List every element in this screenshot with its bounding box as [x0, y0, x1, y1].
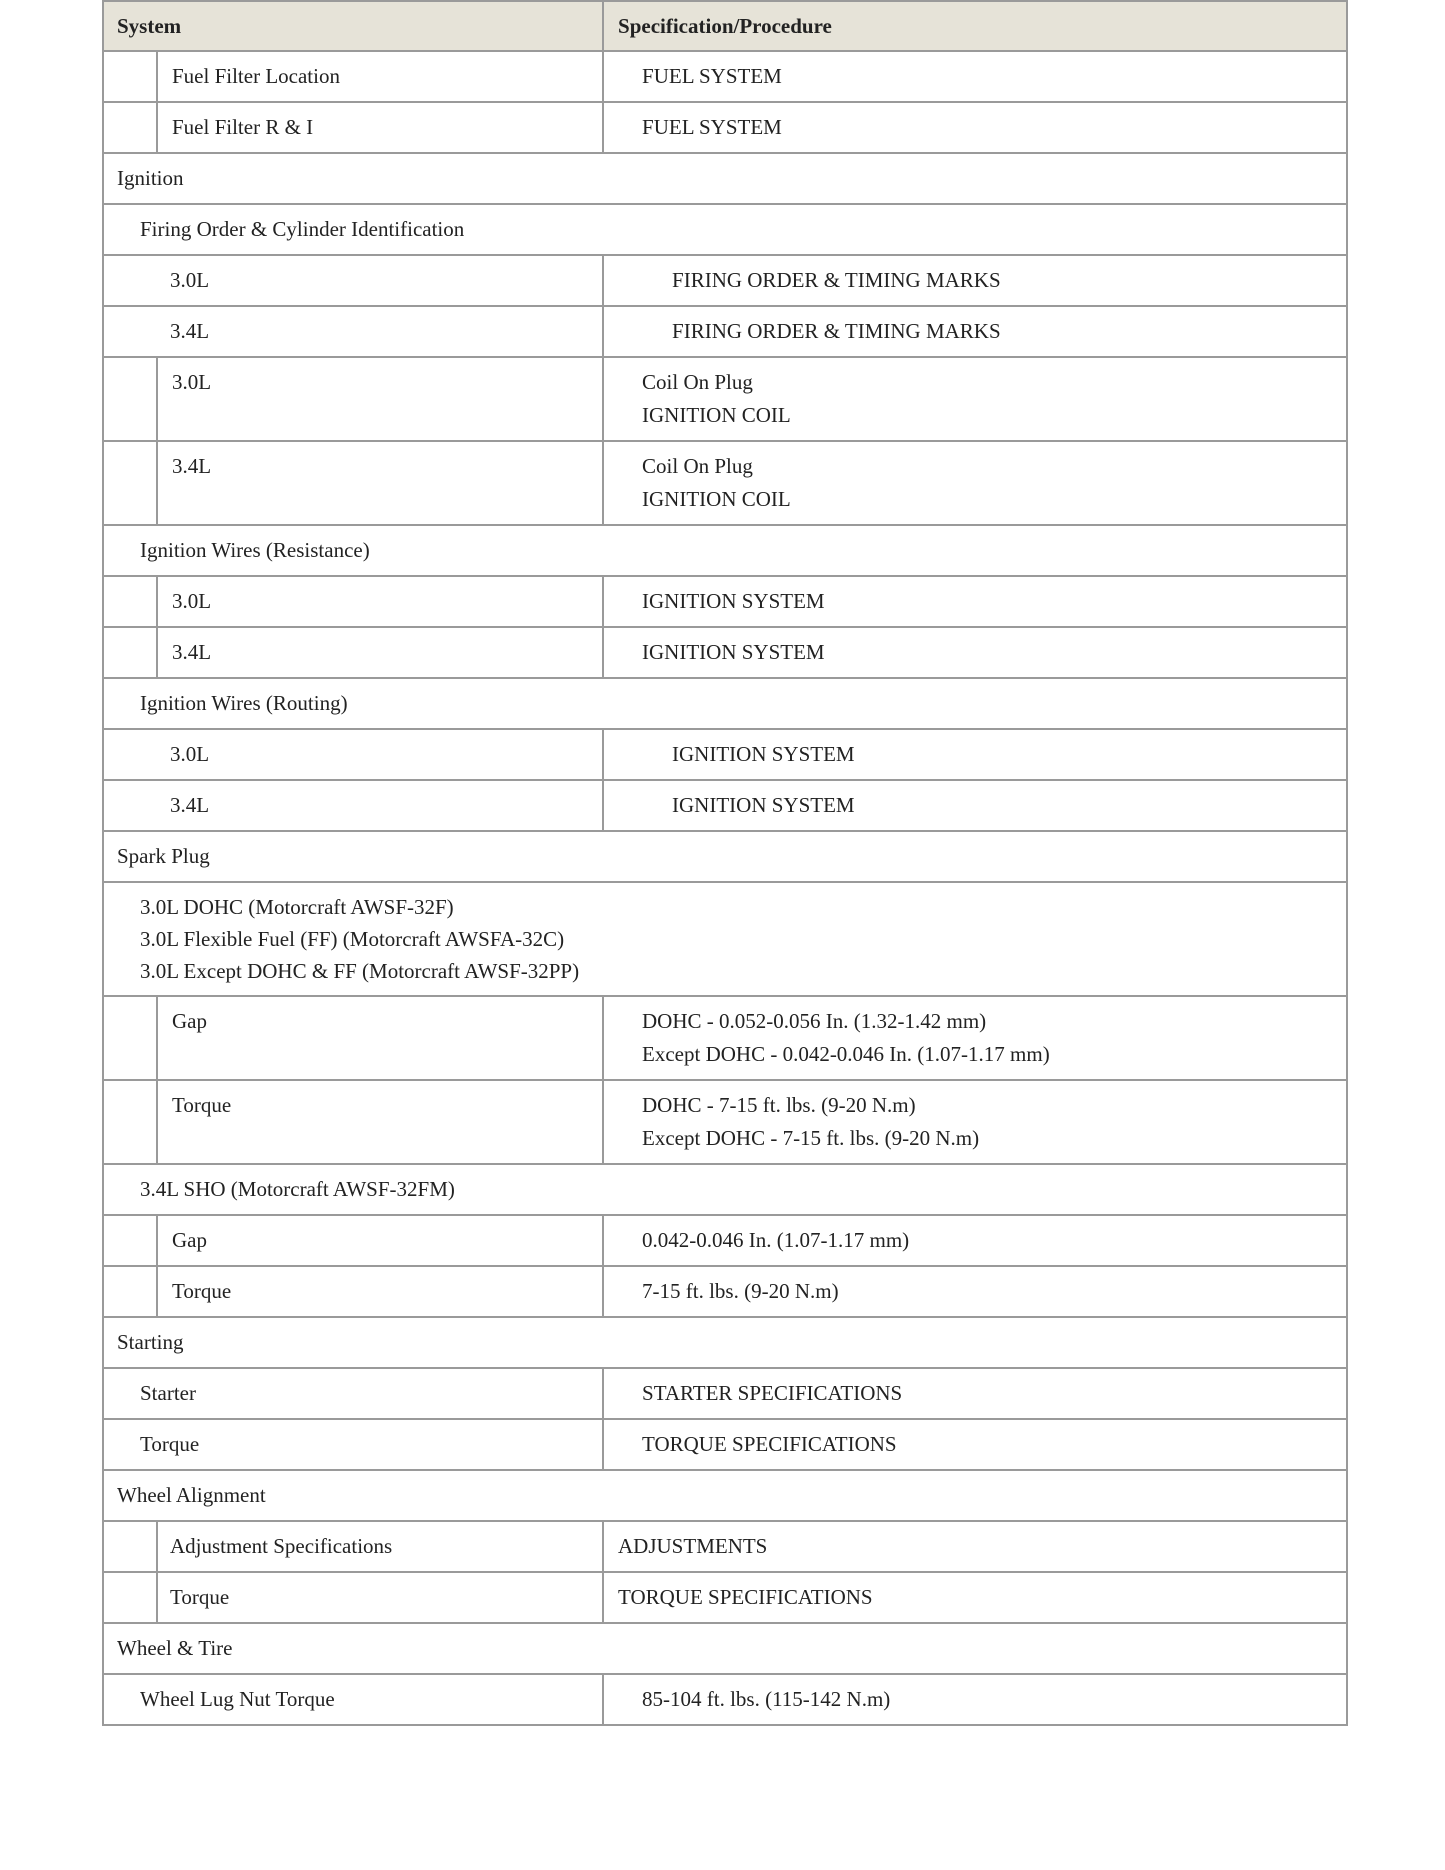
table-row — [103, 441, 1347, 525]
spec-value-text: IGNITION SYSTEM — [672, 793, 855, 817]
system-label-text: Starter — [140, 1381, 196, 1405]
spec-value-text: STARTER SPECIFICATIONS — [642, 1381, 903, 1405]
spec-value-text: IGNITION SYSTEM — [642, 589, 825, 613]
system-label-text: Torque — [172, 1093, 232, 1117]
system-label-text: Firing Order & Cylinder Identification — [140, 217, 465, 241]
system-label-cell — [157, 357, 603, 441]
system-label-cell — [157, 51, 603, 102]
system-label-text: Wheel & Tire — [117, 1636, 233, 1660]
system-label-cell — [103, 1368, 603, 1419]
spec-value-cell — [603, 1215, 1347, 1266]
system-label-cell — [103, 729, 603, 780]
column-header-specification: Specification/Procedure — [603, 1, 1347, 51]
indent-spacer-cell — [103, 102, 157, 153]
spec-value-cell — [603, 1266, 1347, 1317]
table-header-row — [103, 1, 1347, 51]
spec-value-text: Except DOHC - 7-15 ft. lbs. (9-20 N.m) — [642, 1126, 980, 1150]
system-label-text: 3.4L — [170, 319, 210, 343]
table-row — [103, 1266, 1347, 1317]
table-row — [103, 51, 1347, 102]
indent-spacer-cell — [103, 1266, 157, 1317]
system-label-cell — [157, 627, 603, 678]
system-label-cell — [157, 576, 603, 627]
system-label-text: Fuel Filter Location — [172, 64, 340, 88]
table-row — [103, 525, 1347, 576]
spec-value-text: FIRING ORDER & TIMING MARKS — [672, 268, 1001, 292]
spec-value-cell — [603, 627, 1347, 678]
column-header-system: System — [103, 1, 603, 51]
spec-value-cell — [603, 102, 1347, 153]
spec-value-text: Except DOHC - 0.042-0.046 In. (1.07-1.17 mm) — [642, 1042, 1050, 1066]
indent-spacer-cell — [103, 441, 157, 525]
spec-value-cell — [603, 729, 1347, 780]
system-label-text: Wheel Lug Nut Torque — [140, 1687, 335, 1711]
spec-value-text: TORQUE SPECIFICATIONS — [642, 1432, 897, 1456]
spec-value-text: Coil On Plug — [642, 454, 753, 478]
indent-spacer-cell — [103, 1080, 157, 1164]
section-heading-cell — [103, 1470, 1347, 1521]
table-row — [103, 1215, 1347, 1266]
spec-value-cell — [603, 996, 1347, 1080]
table-row — [103, 102, 1347, 153]
spec-value-cell — [603, 357, 1347, 441]
spec-value-cell — [603, 1419, 1347, 1470]
system-label-text: Ignition — [117, 166, 184, 190]
system-label-cell — [157, 1266, 603, 1317]
system-label-text: Spark Plug — [117, 844, 210, 868]
table-row — [103, 1521, 1347, 1572]
system-label-cell — [157, 1521, 603, 1572]
system-label-text: 3.0L — [170, 742, 210, 766]
group-heading-cell — [103, 525, 1347, 576]
system-label-text: 3.4L SHO (Motorcraft AWSF-32FM) — [140, 1177, 455, 1201]
system-label-text: Torque — [140, 1432, 200, 1456]
system-label-text: Wheel Alignment — [117, 1483, 266, 1507]
indent-spacer-cell — [103, 627, 157, 678]
table-row — [103, 831, 1347, 882]
spec-value-cell — [603, 1674, 1347, 1725]
table-row — [103, 1572, 1347, 1623]
group-heading-line: 3.0L Flexible Fuel (FF) (Motorcraft AWSFA-32C) — [140, 927, 565, 951]
system-label-cell — [103, 1419, 603, 1470]
table-row — [103, 882, 1347, 996]
table-row — [103, 204, 1347, 255]
table-row — [103, 1623, 1347, 1674]
spec-value-cell — [603, 51, 1347, 102]
system-label-cell — [103, 1674, 603, 1725]
indent-spacer-cell — [103, 357, 157, 441]
group-heading-line: 3.0L DOHC (Motorcraft AWSF-32F) — [140, 895, 454, 919]
indent-spacer-cell — [103, 51, 157, 102]
system-label-text: 3.4L — [170, 793, 210, 817]
system-label-text: Gap — [172, 1228, 207, 1252]
spec-value-text: 0.042-0.046 In. (1.07-1.17 mm) — [642, 1228, 910, 1252]
system-label-text: Torque — [172, 1279, 232, 1303]
system-label-cell — [157, 1215, 603, 1266]
group-heading-line: 3.0L Except DOHC & FF (Motorcraft AWSF-32PP) — [140, 959, 580, 983]
table-row — [103, 678, 1347, 729]
system-label-text: Starting — [117, 1330, 184, 1354]
spec-value-text: FUEL SYSTEM — [642, 64, 782, 88]
section-heading-cell — [103, 1623, 1347, 1674]
section-heading-cell — [103, 831, 1347, 882]
table-row — [103, 1419, 1347, 1470]
spec-value-text: IGNITION COIL — [642, 487, 791, 511]
table-row — [103, 780, 1347, 831]
indent-spacer-cell — [103, 1572, 157, 1623]
table-row — [103, 255, 1347, 306]
specification-table — [102, 0, 1348, 1726]
group-heading-cell — [103, 678, 1347, 729]
spec-value-text: Coil On Plug — [642, 370, 753, 394]
system-label-text: 3.0L — [170, 268, 210, 292]
spec-value-text: FIRING ORDER & TIMING MARKS — [672, 319, 1001, 343]
system-label-cell — [157, 1572, 603, 1623]
system-label-text: Torque — [170, 1585, 230, 1609]
system-label-cell — [157, 441, 603, 525]
table-row — [103, 1317, 1347, 1368]
spec-value-cell — [603, 1572, 1347, 1623]
indent-spacer-cell — [103, 1521, 157, 1572]
system-label-text: 3.0L — [172, 589, 212, 613]
system-label-text: Ignition Wires (Resistance) — [140, 538, 370, 562]
system-label-cell — [103, 780, 603, 831]
spec-value-text: 85-104 ft. lbs. (115-142 N.m) — [642, 1687, 891, 1711]
system-label-text: Fuel Filter R & I — [172, 115, 314, 139]
section-heading-cell — [103, 1317, 1347, 1368]
table-row — [103, 153, 1347, 204]
spec-value-cell — [603, 441, 1347, 525]
group-heading-cell — [103, 1164, 1347, 1215]
spec-value-cell — [603, 255, 1347, 306]
table-row — [103, 1080, 1347, 1164]
spec-value-cell — [603, 1080, 1347, 1164]
table-body — [103, 51, 1347, 1725]
indent-spacer-cell — [103, 996, 157, 1080]
spec-value-text: IGNITION SYSTEM — [642, 640, 825, 664]
spec-value-cell — [603, 576, 1347, 627]
spec-value-cell — [603, 1368, 1347, 1419]
table-row — [103, 1368, 1347, 1419]
group-heading-cell — [103, 882, 1347, 996]
spec-value-text: 7-15 ft. lbs. (9-20 N.m) — [642, 1279, 839, 1303]
table-row — [103, 996, 1347, 1080]
system-label-cell — [103, 255, 603, 306]
system-label-text: Adjustment Specifications — [170, 1534, 393, 1558]
spec-value-text: FUEL SYSTEM — [642, 115, 782, 139]
table-row — [103, 357, 1347, 441]
table-row — [103, 1674, 1347, 1725]
table-row — [103, 306, 1347, 357]
system-label-text: 3.4L — [172, 454, 212, 478]
table-row — [103, 1164, 1347, 1215]
section-heading-cell — [103, 153, 1347, 204]
group-heading-cell — [103, 204, 1347, 255]
system-label-text: Ignition Wires (Routing) — [140, 691, 348, 715]
spec-value-cell — [603, 1521, 1347, 1572]
spec-value-cell — [603, 780, 1347, 831]
table-row — [103, 1470, 1347, 1521]
system-label-cell — [103, 306, 603, 357]
system-label-cell — [157, 102, 603, 153]
system-label-cell — [157, 1080, 603, 1164]
system-label-text: 3.4L — [172, 640, 212, 664]
table-row — [103, 576, 1347, 627]
spec-value-text: IGNITION COIL — [642, 403, 791, 427]
spec-value-cell — [603, 306, 1347, 357]
spec-value-text: DOHC - 0.052-0.056 In. (1.32-1.42 mm) — [642, 1009, 987, 1033]
spec-value-text: DOHC - 7-15 ft. lbs. (9-20 N.m) — [642, 1093, 916, 1117]
spec-value-text: TORQUE SPECIFICATIONS — [618, 1585, 873, 1609]
table-row — [103, 627, 1347, 678]
spec-value-text: IGNITION SYSTEM — [672, 742, 855, 766]
system-label-text: Gap — [172, 1009, 207, 1033]
spec-value-text: ADJUSTMENTS — [618, 1534, 768, 1558]
system-label-cell — [157, 996, 603, 1080]
indent-spacer-cell — [103, 1215, 157, 1266]
indent-spacer-cell — [103, 576, 157, 627]
system-label-text: 3.0L — [172, 370, 212, 394]
table-row — [103, 729, 1347, 780]
